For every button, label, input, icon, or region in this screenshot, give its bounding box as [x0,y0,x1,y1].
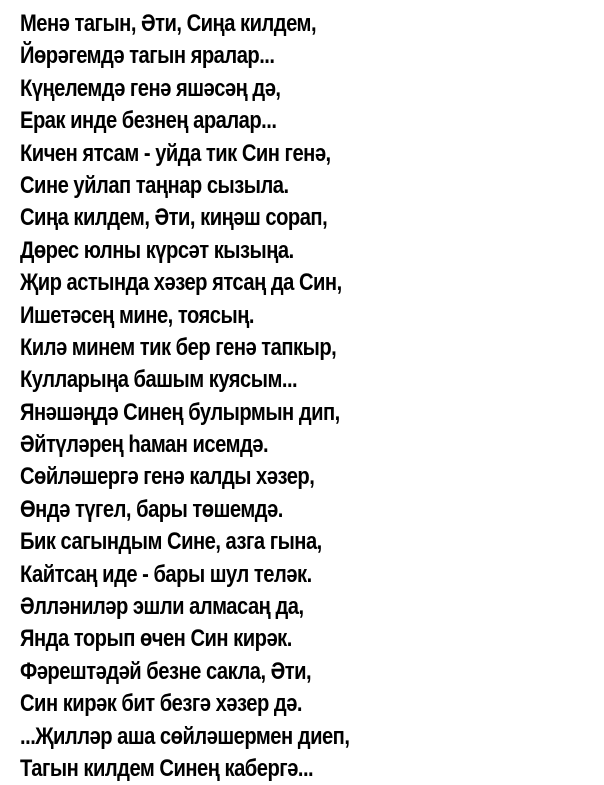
poem-line: Йөрәгемдә тагын яралар... [20,42,275,70]
poem-line: Дөрес юлны күрсәт кызыңа. [20,236,294,264]
poem-line: Сине уйлап таңнар сызыла. [20,171,289,199]
poem-line: Ишетәсең мине, тоясың. [20,301,254,329]
poem-line: Җир астында хәзер ятсаң да Син, [20,269,342,297]
poem-line: Күңелемдә генә яшәсәң дә, [20,74,281,102]
poem-line: Кулларыңа башым куясым... [20,366,298,394]
poem-line: Фәрештәдәй безне сакла, Әти, [20,657,312,685]
poem-text [20,8,590,785]
poem-line: ...Җилләр аша сөйләшермен диеп, [20,722,350,750]
poem-line: Син кирәк бит безгә хәзер дә. [20,690,302,718]
poem-line: Сөйләшергә генә калды хәзер, [20,463,315,491]
poem-line: Тагын килдем Синең кабергә... [20,754,314,782]
poem-line: Әлләниләр эшли алмасаң да, [20,593,304,621]
poem-line: Янда торып өчен Син кирәк. [20,625,292,653]
poem-line: Кайтсаң иде - бары шул теләк. [20,560,312,588]
poem-line: Бик сагындым Сине, азга гына, [20,528,322,556]
poem-line: Өндә түгел, бары төшемдә. [20,495,283,523]
poem-line: Кичен ятсам - уйда тик Син генә, [20,139,331,167]
poem-line: Янәшәңдә Синең булырмын дип, [20,398,340,426]
poem-line: Сиңа килдем, Әти, киңәш сорап, [20,204,328,232]
poem-line: Әйтүләрең һаман исемдә. [20,431,269,459]
poem-line: Ерак инде безнең аралар... [20,107,277,135]
poem-line: Килә минем тик бер генә тапкыр, [20,333,337,361]
poem-line: Менә тагын, Әти, Сиңа килдем, [20,10,317,37]
